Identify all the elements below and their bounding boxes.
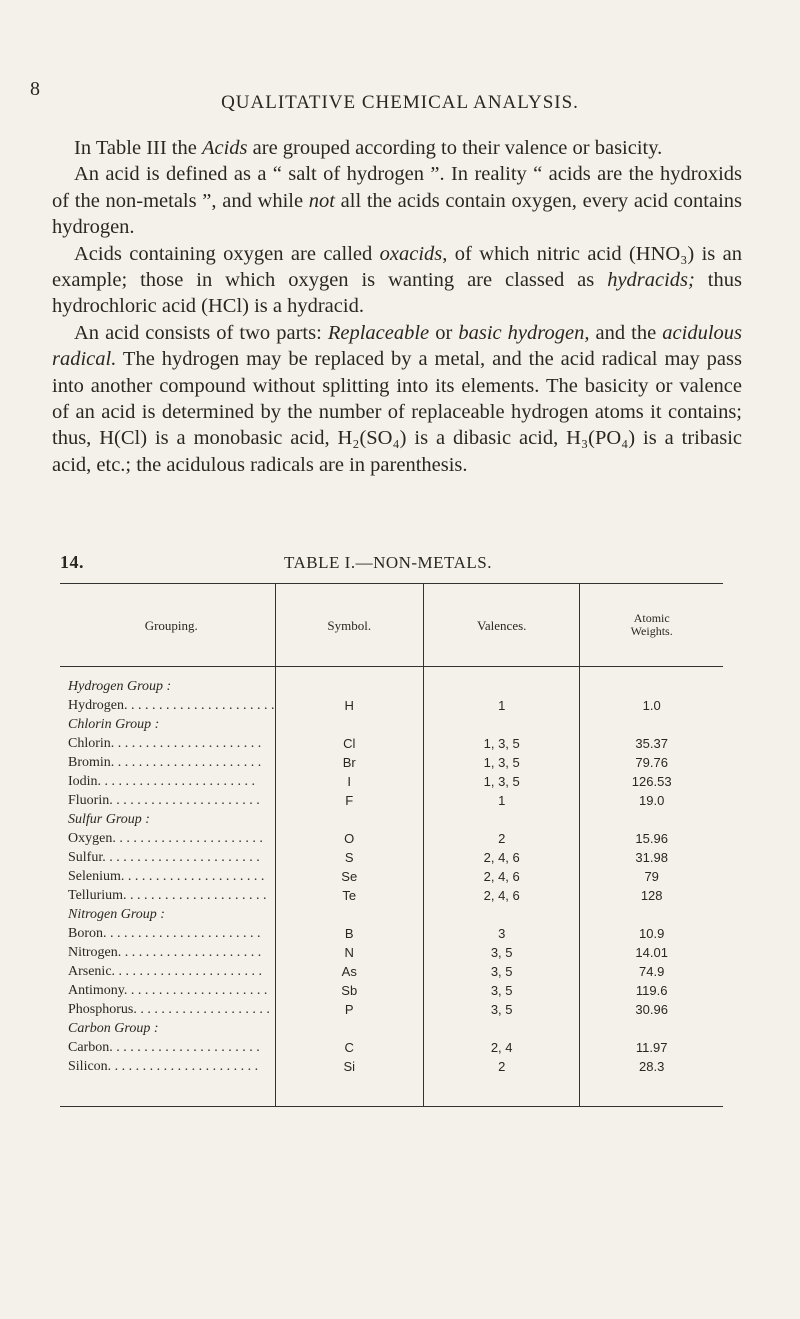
group-row: [60, 667, 723, 697]
group-label-carbon: Carbon Group :: [68, 1021, 159, 1036]
page-number: 8: [30, 78, 40, 100]
element-valences: 2: [423, 1057, 579, 1107]
text-run: thus hydrochloric acid (HCl) is a hydracid.: [52, 269, 742, 318]
text-run: and the: [589, 321, 663, 344]
group-row: [60, 905, 723, 924]
element-weight: 35.37: [580, 734, 723, 753]
element-weight: 31.98: [580, 848, 723, 867]
element-name: Nitrogen. . . . . . . . . . . . . . . . . . . . .: [68, 945, 262, 960]
italic-run: not: [308, 189, 335, 212]
element-name: Fluorin. . . . . . . . . . . . . . . . . . . . . .: [68, 793, 260, 808]
header-atomic-line2: Weights.: [630, 624, 673, 638]
element-symbol: F: [275, 791, 423, 810]
element-weight: 19.0: [580, 791, 723, 810]
group-label-hydrogen: Hydrogen Group :: [68, 679, 172, 694]
element-weight: 79.76: [580, 753, 723, 772]
paragraph-2: [52, 161, 742, 240]
text-run: are grouped according to their valence or basicity.: [247, 137, 663, 159]
table-row: [60, 924, 723, 943]
italic-run: Acids: [201, 137, 248, 159]
group-row: [60, 715, 723, 734]
text-run: In Table III the: [74, 137, 202, 159]
table-row: [60, 1000, 723, 1019]
element-valences: 1: [423, 696, 579, 715]
text-run: Acids containing oxygen are called: [74, 242, 380, 265]
element-symbol: Cl: [275, 734, 423, 753]
element-symbol: Si: [275, 1057, 423, 1107]
element-name: Hydrogen. . . . . . . . . . . . . . . . . . . . . .: [68, 698, 275, 713]
header-row: [60, 584, 723, 667]
table-row: [60, 829, 723, 848]
element-valences: 1: [423, 791, 579, 810]
table-row: [60, 1038, 723, 1057]
element-symbol: N: [275, 943, 423, 962]
element-symbol: S: [275, 848, 423, 867]
element-name: Sulfur. . . . . . . . . . . . . . . . . . . . . . .: [68, 850, 260, 865]
table-row: [60, 848, 723, 867]
element-weight: 119.6: [580, 981, 723, 1000]
element-weight: 74.9: [580, 962, 723, 981]
header-valences: Valences.: [423, 584, 579, 667]
text-run: The hydrogen may be replaced by a metal, and the acid radical may pass into another compound without splitting into its elements. The basicity or valence of an acid is determined by the number of replaceable hydrogen atoms it contains; thus, H(Cl) is a monobasic acid, H₂(SO₄) is a dibasic acid, H₃(PO₄) is a tribasic acid, etc.; the acidulous radicals are in parenthesis.: [52, 348, 742, 476]
non-metals-table: [60, 583, 723, 1107]
group-label-sulfur: Sulfur Group :: [68, 812, 150, 827]
element-valences: 1, 3, 5: [423, 772, 579, 791]
table-title: TABLE I.—NON-METALS.: [284, 553, 492, 572]
table-row: [60, 734, 723, 753]
element-valences: 3, 5: [423, 1000, 579, 1019]
element-valences: 3, 5: [423, 981, 579, 1000]
element-name: Iodin. . . . . . . . . . . . . . . . . . . . . . .: [68, 774, 256, 789]
element-name: Silicon. . . . . . . . . . . . . . . . . . . . . .: [60, 1057, 275, 1107]
element-name: Tellurium. . . . . . . . . . . . . . . . . . . . .: [68, 888, 267, 903]
element-name: Boron. . . . . . . . . . . . . . . . . . . . . . .: [68, 926, 261, 941]
element-weight: 15.96: [580, 829, 723, 848]
element-valences: 1, 3, 5: [423, 753, 579, 772]
table-row: [60, 867, 723, 886]
table-caption: [60, 552, 720, 573]
table-row: [60, 791, 723, 810]
element-symbol: C: [275, 1038, 423, 1057]
header-symbol: Symbol.: [275, 584, 423, 667]
element-name: Oxygen. . . . . . . . . . . . . . . . . . . . . .: [68, 831, 263, 846]
text-run: all the acids contain oxygen, every acid contains hydrogen.: [52, 189, 743, 239]
group-label-nitrogen: Nitrogen Group :: [68, 907, 165, 922]
element-valences: 1, 3, 5: [423, 734, 579, 753]
text-run: or: [429, 321, 459, 344]
element-symbol: Sb: [275, 981, 423, 1000]
table-row: [60, 981, 723, 1000]
table-number: 14.: [60, 552, 84, 572]
header-atomic-line1: Atomic: [633, 611, 670, 625]
italic-run: oxacids: [379, 242, 443, 265]
group-row: [60, 810, 723, 829]
element-valences: 2, 4, 6: [423, 886, 579, 905]
running-head: QUALITATIVE CHEMICAL ANALYSIS.: [221, 92, 579, 113]
table-row: [60, 753, 723, 772]
element-valences: 2, 4: [423, 1038, 579, 1057]
element-valences: 2, 4, 6: [423, 848, 579, 867]
paragraph-3: [52, 241, 742, 320]
element-weight: 28.3: [580, 1057, 723, 1107]
element-name: Arsenic. . . . . . . . . . . . . . . . . . . . . .: [68, 964, 263, 979]
body-text: [52, 135, 742, 478]
table-row: [60, 962, 723, 981]
element-name: Chlorin. . . . . . . . . . . . . . . . . . . . . .: [68, 736, 262, 751]
element-valences: 3, 5: [423, 962, 579, 981]
paragraph-4: [52, 320, 742, 478]
element-name: Antimony. . . . . . . . . . . . . . . . . . . . .: [68, 983, 268, 998]
element-symbol: Se: [275, 867, 423, 886]
element-symbol: I: [275, 772, 423, 791]
text-run: , of which nitric acid (HNO₃) is an example; those in which oxygen is wanting are classed as: [52, 242, 742, 292]
element-weight: 14.01: [580, 943, 723, 962]
italic-run: basic hydrogen,: [458, 321, 590, 344]
element-name: Selenium. . . . . . . . . . . . . . . . . . . . .: [68, 869, 265, 884]
element-name: Bromin. . . . . . . . . . . . . . . . . . . . . .: [68, 755, 262, 770]
italic-run: Replaceable: [327, 321, 430, 344]
table-row: [60, 1057, 723, 1107]
table-row: [60, 772, 723, 791]
element-symbol: As: [275, 962, 423, 981]
element-symbol: P: [275, 1000, 423, 1019]
header-grouping: Grouping.: [60, 584, 275, 667]
element-symbol: Te: [275, 886, 423, 905]
element-symbol: H: [275, 696, 423, 715]
italic-run: acidulous radical.: [52, 321, 742, 371]
italic-run: hydracids;: [607, 269, 695, 292]
element-name: Phosphorus. . . . . . . . . . . . . . . . . . . .: [68, 1002, 270, 1017]
text-run: An acid is defined as a “ salt of hydrogen ”. In reality “ acids are the hydroxids of the non-metals ”, and while: [52, 163, 742, 212]
element-weight: 11.97: [580, 1038, 723, 1057]
element-valences: 3, 5: [423, 943, 579, 962]
element-name: Carbon. . . . . . . . . . . . . . . . . . . . . .: [68, 1040, 260, 1055]
element-valences: 2, 4, 6: [423, 867, 579, 886]
element-weight: 126.53: [580, 772, 723, 791]
group-row: [60, 1019, 723, 1038]
element-valences: 3: [423, 924, 579, 943]
element-valences: 2: [423, 829, 579, 848]
element-weight: 30.96: [580, 1000, 723, 1019]
element-weight: 79: [580, 867, 723, 886]
table-row: [60, 943, 723, 962]
element-symbol: B: [275, 924, 423, 943]
element-weight: 128: [580, 886, 723, 905]
element-symbol: O: [275, 829, 423, 848]
group-label-chlorin: Chlorin Group :: [68, 717, 160, 732]
text-run: An acid consists of two parts:: [74, 321, 328, 344]
paragraph-1: [52, 135, 742, 161]
element-weight: 10.9: [580, 924, 723, 943]
header-atomic-weights: [580, 584, 723, 667]
element-symbol: Br: [275, 753, 423, 772]
table-row: [60, 886, 723, 905]
table-row: [60, 696, 723, 715]
element-weight: 1.0: [580, 696, 723, 715]
